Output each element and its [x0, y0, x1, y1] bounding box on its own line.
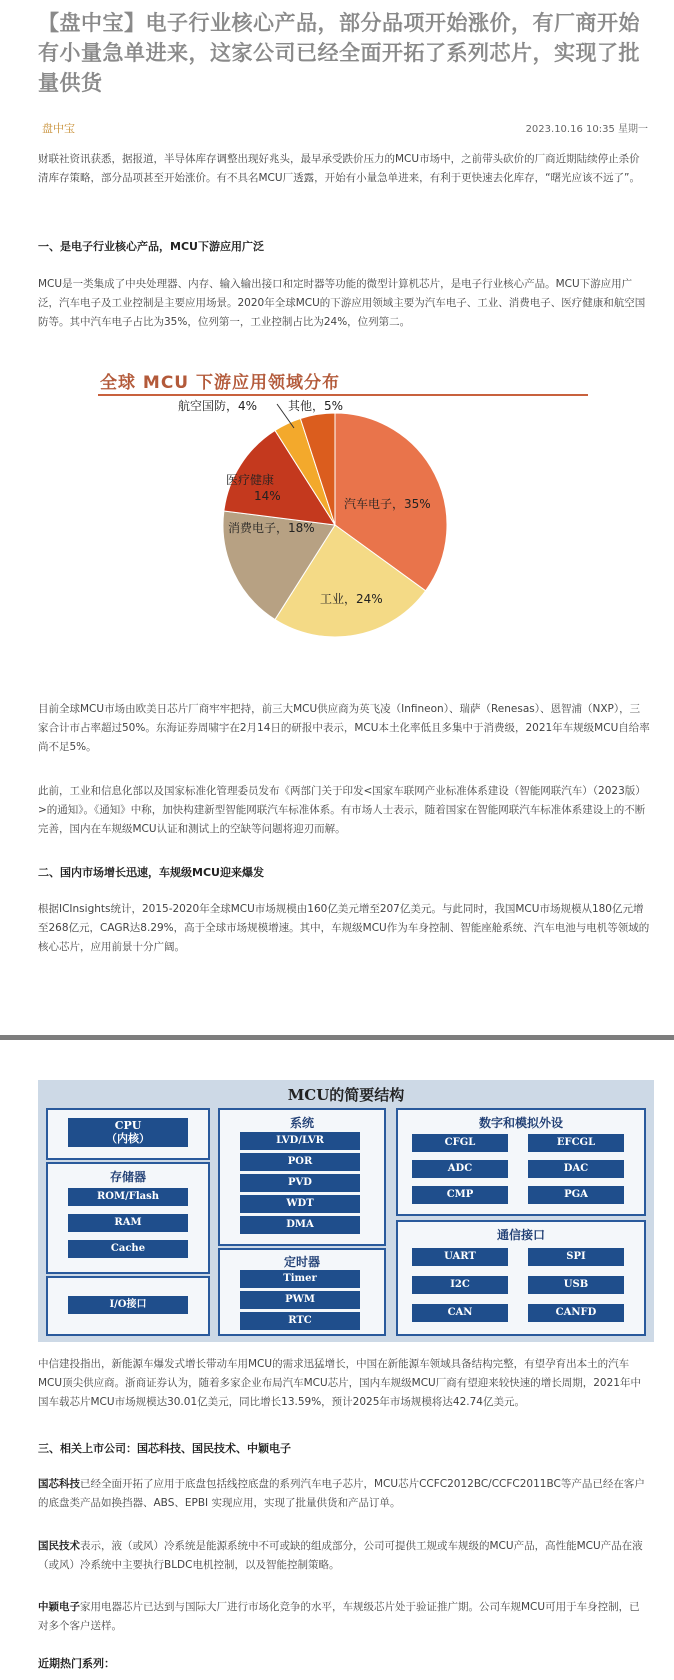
- chip-dac: DAC: [528, 1160, 624, 1178]
- paragraph-intro: 财联社资讯获悉，据报道，半导体库存调整出现好兆头，最早承受跌价压力的MCU市场中，之前带头砍价的厂商近期陆续停止杀价清库存策略，部分品项甚至开始涨价。有不具名MCU厂透露，开始有小量急单进来，有利于更快速去化库存，“曙光应该不远了”。: [38, 153, 640, 184]
- slice-label-other: 其他，5%: [288, 399, 344, 413]
- source-label[interactable]: 盘中宝: [42, 122, 75, 135]
- cpu-chip: [68, 1118, 188, 1147]
- timer-title: 定时器: [283, 1255, 320, 1269]
- recent-series-heading: 近期热门系列：: [38, 1657, 115, 1670]
- company-name-3[interactable]: 中颖电子: [38, 1601, 80, 1613]
- chip-usb: USB: [528, 1276, 624, 1294]
- chip-efcgl: EFCGL: [528, 1134, 624, 1152]
- chip-pvd: PVD: [240, 1174, 360, 1192]
- system-panel: [218, 1108, 386, 1246]
- slice-label-aerospace: 航空国防，4%: [178, 399, 258, 413]
- company-name-2[interactable]: 国民技术: [38, 1540, 80, 1552]
- section-heading-1: 一、是电子行业核心产品，MCU下游应用广泛: [38, 240, 264, 253]
- company-text-2: 表示，液（或风）冷系统是能源系统中不可或缺的组成部分，公司可提供工规或车规级的MCU产品，高性能MCU产品在液（或风）冷系统中主要执行BLDC电机控制，以及智能控制策略。: [38, 1540, 643, 1571]
- peripherals-panel: [396, 1108, 646, 1216]
- company-text-3: 家用电器芯片已达到与国际大厂进行市场化竞争的水平，车规级芯片处于验证推广期。公司车规MCU可用于车身控制，已对多个客户送样。: [38, 1601, 640, 1632]
- slice-label-auto: 汽车电子，35%: [344, 497, 431, 511]
- company-text-1: 已经全面开拓了应用于底盘包括线控底盘的系列汽车电子芯片，MCU芯片CCFC2012BC/CCFC2011BC等产品已经在客户的底盘类产品如换挡器、ABS、EPBI 实现应用，实现了批量供货和产品订单。: [38, 1478, 645, 1509]
- mcu-structure-diagram: [38, 1080, 654, 1342]
- comm-title: 通信接口: [496, 1228, 545, 1242]
- system-title: 系统: [289, 1116, 314, 1130]
- paragraph-market-size: 根据ICInsights统计，2015-2020年全球MCU市场规模由160亿美元增至207亿美元。与此同时，我国MCU市场规模从180亿元增至268亿元，CAGR达8.29%，高于全球市场规模增速。其中，车规级MCU作为车身控制、智能座舱系统、汽车电池与电机等领域的核心芯片，应用前景十分广阔。: [38, 903, 650, 953]
- chip-por: POR: [240, 1153, 360, 1171]
- chip-i2c: I2C: [412, 1276, 508, 1294]
- company-name-1[interactable]: 国芯科技: [38, 1478, 80, 1490]
- chip-io: I/O接口: [68, 1296, 188, 1314]
- slice-label-medical: 医疗健康: [226, 473, 275, 487]
- chip-pwm: PWM: [240, 1291, 360, 1309]
- slice-label-consumer: 消费电子，18%: [228, 521, 315, 535]
- comm-panel: [396, 1220, 646, 1336]
- chip-cfgl: CFGL: [412, 1134, 508, 1152]
- cpu-label: CPU: [114, 1119, 142, 1132]
- chip-adc: ADC: [412, 1160, 508, 1178]
- chip-canfd: CANFD: [528, 1304, 624, 1322]
- paragraph-company-2: [38, 1537, 650, 1575]
- paragraph-policy: 此前，工业和信息化部以及国家标准化管理委员发布《两部门关于印发<国家车联网产业标准体系建设（智能网联汽车）（2023版）>的通知》。《通知》中称，加快构建新型智能网联汽车标准体系。有市场人士表示，随着国家在智能网联汽车标准体系建设上的不断完善，国内在车规级MCU认证和测试上的空缺等问题将迎刃而解。: [38, 785, 646, 835]
- chip-rtc: RTC: [240, 1312, 360, 1330]
- section-heading-3: 三、相关上市公司：国芯科技、国民技术、中颖电子: [38, 1442, 291, 1455]
- section-divider: [0, 1035, 674, 1040]
- memory-title: 存储器: [109, 1170, 146, 1184]
- section-heading-2: 二、国内市场增长迅速，车规级MCU迎来爆发: [38, 866, 264, 879]
- diagram-title: MCU的简要结构: [287, 1086, 405, 1104]
- timer-panel: [218, 1248, 386, 1336]
- chip-uart: UART: [412, 1248, 508, 1266]
- paragraph-outlook: 中信建投指出，新能源车爆发式增长带动车用MCU的需求迅猛增长，中国在新能源车领域具备结构完整，有望孕育出本土的汽车MCU顶尖供应商。浙商证券认为，随着多家企业布局汽车MCU芯片，国内车规级MCU厂商有望迎来较快速的增长周期，2021年中国车载芯片MCU市场规模达30.01亿美元，同比增长13.59%，预计2025年市场规模将达42.74亿美元。: [38, 1358, 641, 1408]
- chip-ram: RAM: [68, 1214, 188, 1232]
- article-title: 【盘中宝】电子行业核心产品，部分品项开始涨价，有厂商开始有小量急单进来，这家公司已经全面开拓了系列芯片，实现了批量供货: [38, 11, 640, 95]
- slice-label-industry: 工业，24%: [320, 592, 383, 606]
- paragraph-mcu-definition: MCU是一类集成了中央处理器、内存、输入输出接口和定时器等功能的微型计算机芯片，是电子行业核心产品。MCU下游应用广泛，汽车电子及工业控制是主要应用场景。2020年全球MCU的下游应用领域主要为汽车电子、工业、消费电子、医疗健康和航空国防等。其中汽车电子占比为35%，位列第一，工业控制占比为24%，位列第二。: [38, 278, 646, 328]
- chip-pga: PGA: [528, 1186, 624, 1204]
- chip-can: CAN: [412, 1304, 508, 1322]
- slice-value-medical: 14%: [254, 489, 281, 503]
- chip-cache: Cache: [68, 1240, 188, 1258]
- chart-title: 全球 MCU 下游应用领域分布: [100, 373, 341, 393]
- chip-rom-flash: ROM/Flash: [68, 1188, 188, 1206]
- paragraph-market-players: 目前全球MCU市场由欧美日芯片厂商牢牢把持，前三大MCU供应商为英飞凌（Infineon）、瑞萨（Renesas）、恩智浦（NXP），三家合计市占率超过50%。东海证券周啸宇在2月14日的研报中表示，MCU本土化率低且多集中于消费级，2021年车规级MCU自给率尚不足5%。: [38, 703, 650, 753]
- peripherals-title: 数字和模拟外设: [478, 1116, 563, 1130]
- pie-chart: [88, 360, 598, 680]
- chip-cmp: CMP: [412, 1186, 508, 1204]
- publish-datetime: 2023.10.16 10:35 星期一: [525, 124, 648, 135]
- chip-lvd-lvr: LVD/LVR: [240, 1132, 360, 1150]
- paragraph-company-1: [38, 1475, 650, 1513]
- memory-panel: [46, 1162, 210, 1274]
- chip-wdt: WDT: [240, 1195, 360, 1213]
- io-panel: [46, 1276, 210, 1336]
- cpu-sublabel: （内核）: [106, 1132, 150, 1145]
- pie-svg: [88, 360, 598, 680]
- cpu-panel: [46, 1108, 210, 1160]
- chip-spi: SPI: [528, 1248, 624, 1266]
- chip-dma: DMA: [240, 1216, 360, 1234]
- chip-timer: Timer: [240, 1270, 360, 1288]
- paragraph-company-3: [38, 1598, 650, 1636]
